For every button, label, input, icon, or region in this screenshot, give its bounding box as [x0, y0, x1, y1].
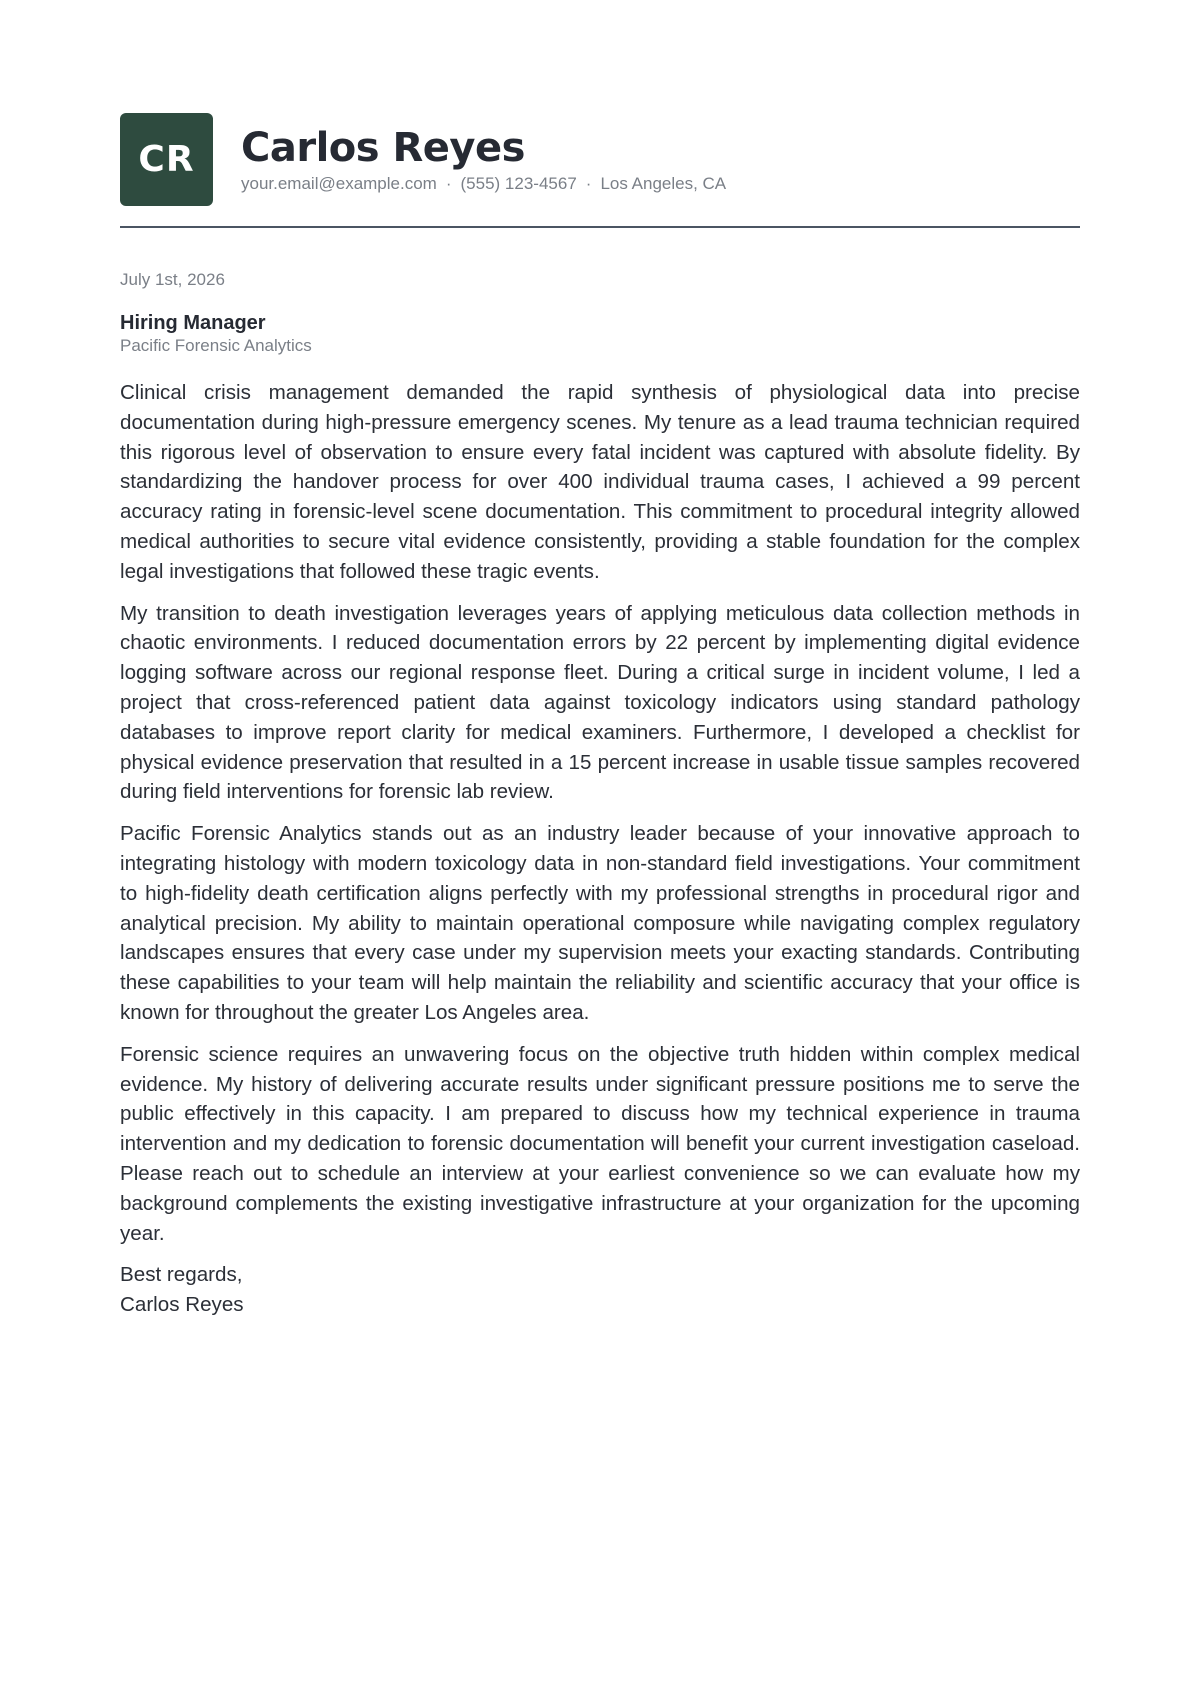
- monogram-initials: CR: [138, 139, 195, 180]
- sender-name: Carlos Reyes: [241, 124, 525, 171]
- contact-separator: ·: [585, 173, 592, 193]
- signature-name: Carlos Reyes: [120, 1293, 244, 1317]
- letter-date: July 1st, 2026: [120, 270, 225, 289]
- sender-phone: (555) 123-4567: [460, 173, 577, 193]
- monogram-badge: [120, 113, 213, 206]
- recipient-name: Hiring Manager: [120, 312, 266, 334]
- sender-identity: [241, 125, 726, 195]
- cover-letter-page: [120, 113, 1080, 1320]
- letter-header: [120, 113, 1080, 206]
- letter-body: [120, 378, 1080, 1248]
- contact-separator: ·: [445, 173, 452, 193]
- closing-phrase: Best regards,: [120, 1263, 243, 1287]
- recipient-organization: Pacific Forensic Analytics: [120, 336, 312, 355]
- body-paragraph: Forensic science requires an unwavering focus on the objective truth hidden within complex medical evidence. My history of delivering accurate results under significant pressure positions me to serve the public effectively in this capacity. I am prepared to discuss how my technical experience in trauma intervention and my dedication to forensic documentation will benefit your current investigation caseload. Please reach out to schedule an interview at your earliest convenience so we can evaluate how my background complements the existing investigative infrastructure at your organization for the upcoming year.: [120, 1042, 1080, 1245]
- contact-line: [241, 173, 726, 195]
- header-divider: [120, 226, 1080, 228]
- body-paragraph: Clinical crisis management demanded the rapid synthesis of physiological data into precise documentation during high-pressure emergency scenes. My tenure as a lead trauma technician required this rigorous level of observation to ensure every fatal incident was captured with absolute fidelity. By standardizing the handover process for over 400 individual trauma cases, I achieved a 99 percent accuracy rating in forensic-level scene documentation. This commitment to procedural integrity allowed medical authorities to secure vital evidence consistently, providing a stable foundation for the complex legal investigations that followed these tragic events.: [120, 381, 1080, 583]
- sender-location: Los Angeles, CA: [600, 173, 727, 193]
- recipient-block: [120, 311, 1080, 356]
- body-paragraph: Pacific Forensic Analytics stands out as an industry leader because of your innovative approach to integrating histology with modern toxicology data in non-standard field investigations. Your commitment to high-fidelity death certification aligns perfectly with my professional strengths in procedural rigor and analytical precision. My ability to maintain operational composure while navigating complex regulatory landscapes ensures that every case under my supervision meets your exacting standards. Contributing these capabilities to your team will help maintain the reliability and scientific accuracy that your office is known for throughout the greater Los Angeles area.: [120, 822, 1080, 1024]
- letter-closing: [120, 1260, 1080, 1320]
- body-paragraph: My transition to death investigation leverages years of applying meticulous data collection methods in chaotic environments. I reduced documentation errors by 22 percent by implementing digital evidence logging software across our regional response fleet. During a critical surge in incident volume, I led a project that cross-referenced patient data against toxicology indicators using standard pathology databases to improve report clarity for medical examiners. Furthermore, I developed a checklist for physical evidence preservation that resulted in a 15 percent increase in usable tissue samples recovered during field interventions for forensic lab review.: [120, 601, 1080, 804]
- sender-email: your.email@example.com: [241, 173, 437, 193]
